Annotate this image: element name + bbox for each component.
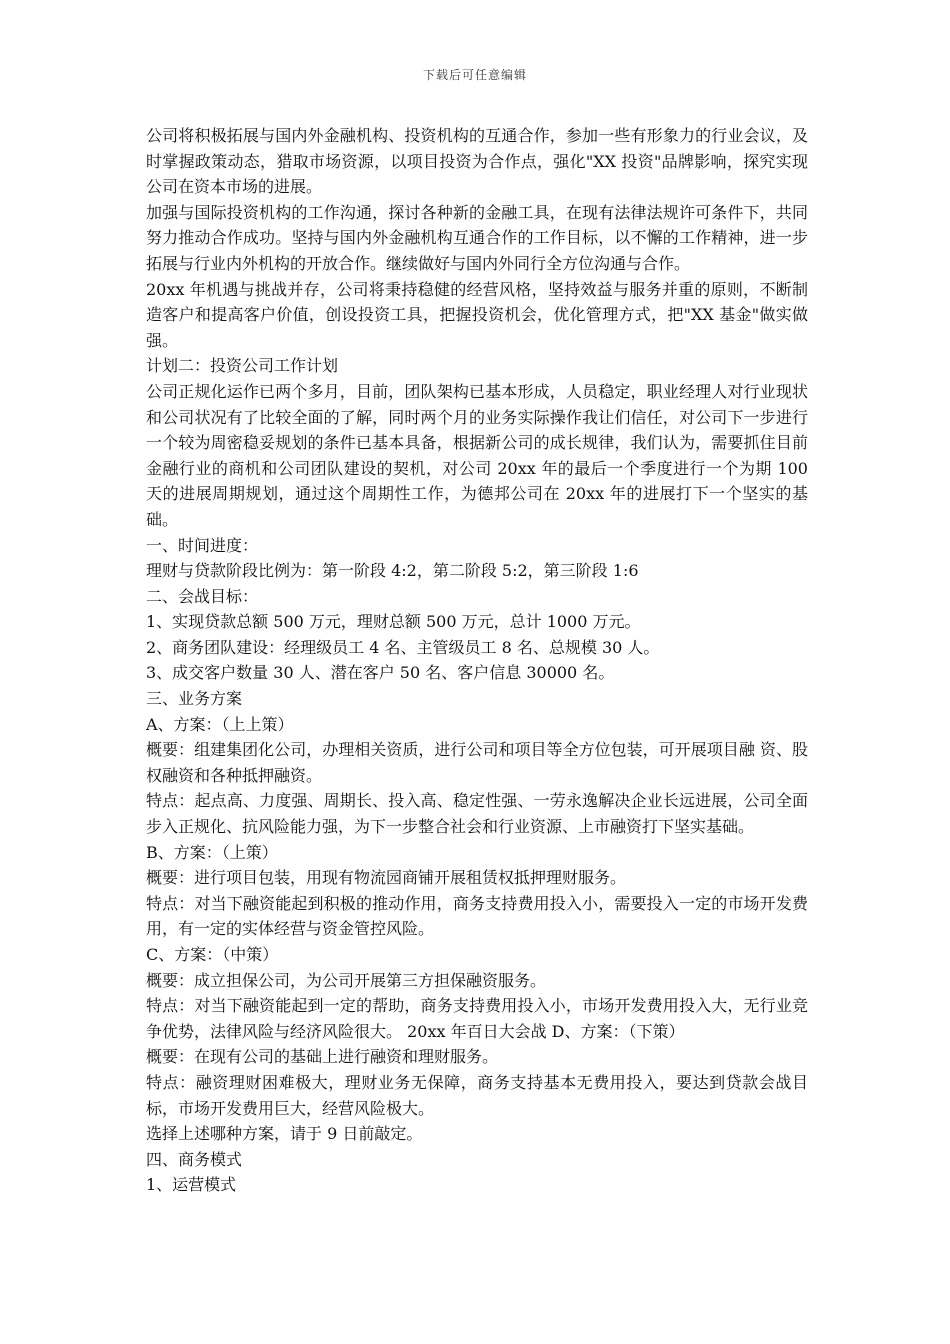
plan-b-summary: 概要：进行项目包装，用现有物流园商铺开展租赁权抵押理财服务。 — [146, 868, 627, 888]
section-heading-business-plans: 三、业务方案 — [146, 689, 243, 709]
paragraph-decision-deadline: 选择上述哪种方案，请于 9 日前敲定。 — [146, 1124, 423, 1144]
plan-c-heading: C、方案：（中策） — [146, 945, 279, 964]
plan-d-features: 特点：融资理财困难极大，理财业务无保障，商务支持基本无费用投入，要达到贷款会战目标，市场开发费用巨大，经营风险极大。 — [146, 1072, 808, 1118]
paragraph-cooperation: 公司将积极拓展与国内外金融机构、投资机构的互通合作，参加一些有形象力的行业会议，及时掌握政策动态，猎取市场资源，以项目投资为合作点，强化"XX 投资"品牌影响，探究实现公司在资本市场的进展。 — [146, 126, 808, 197]
plan-a-heading: A、方案：（上上策） — [146, 714, 294, 734]
list-item-goal-3: 3、成交客户数量 30 人、潜在客户 50 名、客户信息 30000 名。 — [146, 663, 615, 683]
plan-b-heading: B、方案：（上策） — [146, 842, 278, 862]
plan-c-summary: 概要：成立担保公司，为公司开展第三方担保融资服务。 — [146, 970, 547, 990]
paragraph-international: 加强与国际投资机构的工作沟通，探讨各种新的金融工具，在现有法律法规许可条件下，共同努力推动合作成功。坚持与国内外金融机构互通合作的工作目标，以不懈的工作精神，进一步拓展与行业内外机构的开放合作。继续做好与国内外同行全方位沟通与合作。 — [146, 202, 808, 273]
plan-a-summary: 概要：组建集团化公司，办理相关资质，进行公司和项目等全方位包装，可开展项目融 资、股权融资和各种抵押融资。 — [146, 740, 808, 785]
plan-a-features: 特点：起点高、力度强、周期长、投入高、稳定性强、一劳永逸解决企业长远进展，公司全面步入正规化、抗风险能力强，为下一步整合社会和行业资源、上市融资打下坚实基础。 — [146, 791, 808, 837]
section-heading-business-model: 四、商务模式 — [146, 1149, 243, 1169]
paragraph-stage-ratio: 理财与贷款阶段比例为：第一阶段 4:2，第二阶段 5:2，第三阶段 1:6 — [146, 561, 639, 581]
plan-b-features: 特点：对当下融资能起到积极的推动作用，商务支持费用投入小，需要投入一定的市场开发费用，有一定的实体经营与资金管控风险。 — [146, 893, 808, 939]
list-item-goal-1: 1、实现贷款总额 500 万元，理财总额 500 万元，总计 1000 万元。 — [146, 612, 641, 632]
section-heading-goals: 二、会战目标： — [146, 586, 259, 606]
page-header: 下载后可任意编辑 — [422, 68, 527, 82]
document-body — [146, 123, 808, 1198]
paragraph-opportunity: 20xx 年机遇与挑战并存，公司将秉持稳健的经营风格，坚持效益与服务并重的原则，不断制造客户和提高客户价值，创设投资工具，把握投资机会，优化管理方式，把"XX 基金"做实做强。 — [146, 279, 808, 350]
section-heading-plan-two: 计划二：投资公司工作计划 — [146, 356, 339, 376]
plan-d-summary: 概要：在现有公司的基础上进行融资和理财服务。 — [146, 1047, 499, 1067]
list-item-goal-2: 2、商务团队建设：经理级员工 4 名、主管级员工 8 名、总规模 30 人。 — [146, 637, 660, 657]
paragraph-plan-intro: 公司正规化运作已两个多月，目前，团队架构已基本形成，人员稳定，职业经理人对行业现状和公司状况有了比较全面的了解，同时两个月的业务实际操作我让们信任，对公司下一步进行一个较为周密稳妥规划的条件已基本具备，根据新公司的成长规律，我们认为，需要抓住目前金融行业的商机和公司团队建设的契机，对公司 20xx 年的最后一个季度进行一个为期 100 天的进展周期规划，通过这个周期性工作，为德邦公司在 20xx 年的进展打下一个坚实的基础。 — [146, 381, 808, 529]
subsection-heading-operation-model: 1、运营模式 — [146, 1175, 237, 1195]
section-heading-schedule: 一、时间进度： — [146, 535, 259, 555]
plan-c-features: 特点：对当下融资能起到一定的帮助，商务支持费用投入小，市场开发费用投入大，无行业竞争优势，法律风险与经济风险很大。 20xx 年百日大会战 D、方案：（下策） — [146, 996, 808, 1041]
